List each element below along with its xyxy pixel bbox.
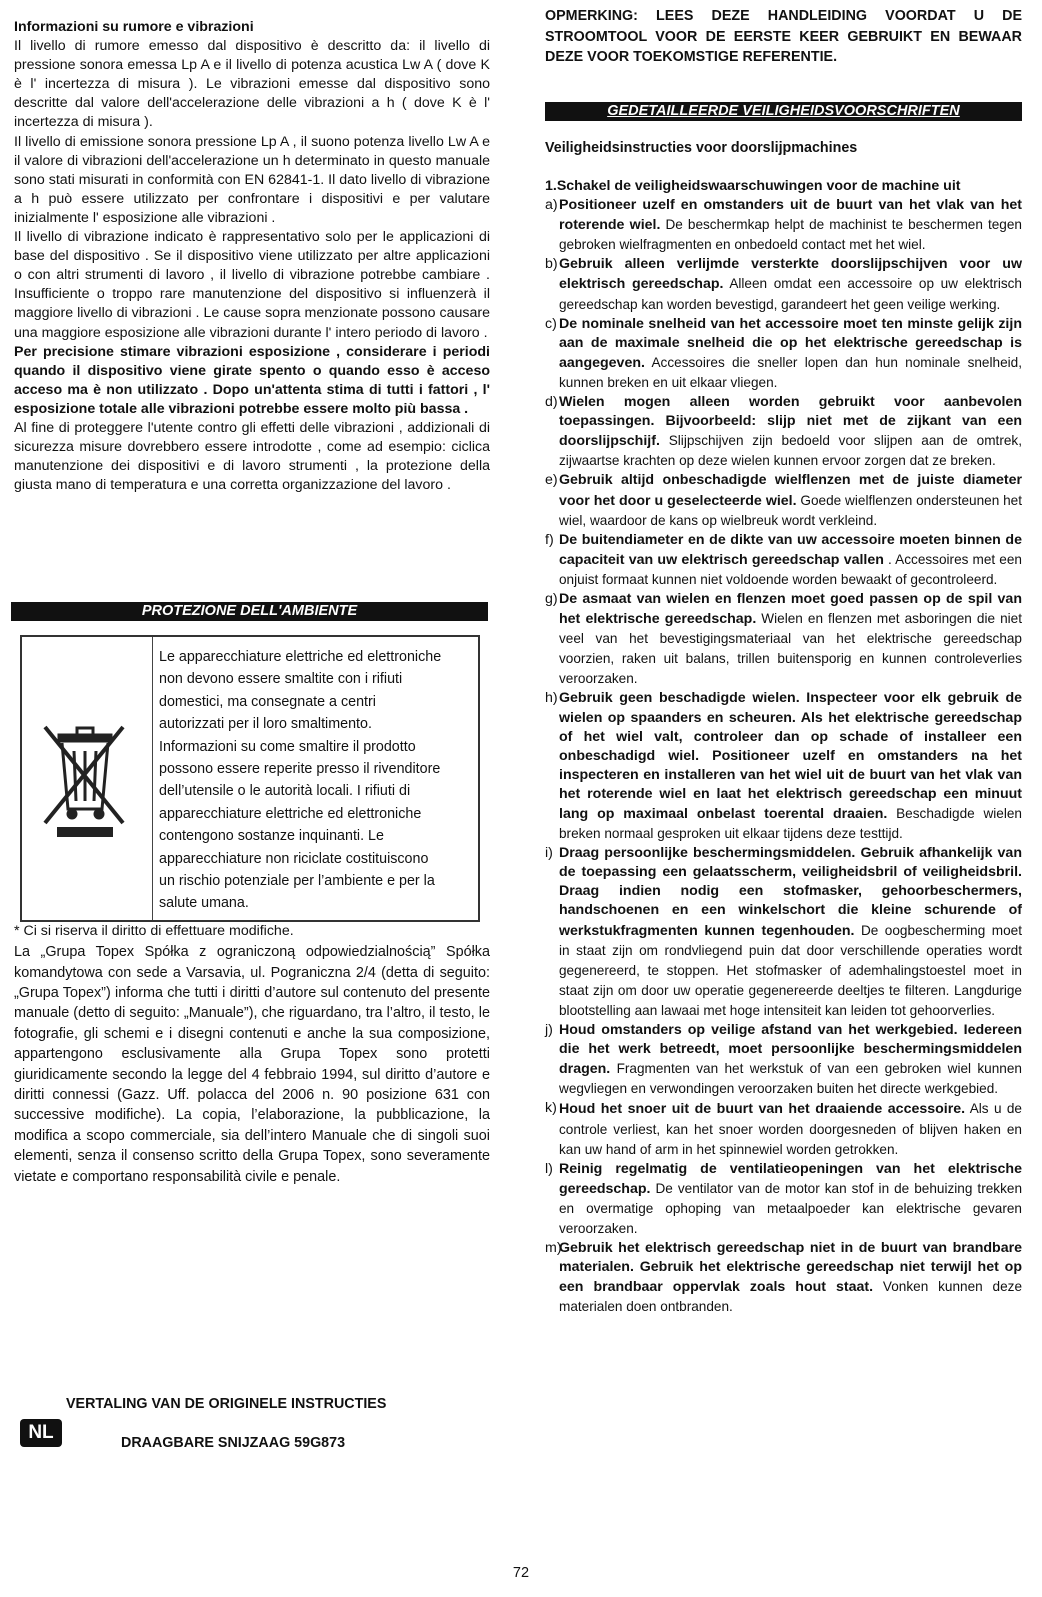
environment-line: contengono sostanze inquinanti. Le: [159, 828, 384, 845]
environment-line: apparecchiature elettriche ed elettroniche: [159, 805, 422, 822]
noise-vibration-title: Informazioni su rumore e vibrazioni: [14, 19, 254, 35]
environment-line: autorizzati per il loro smaltimento.: [159, 716, 372, 733]
environment-line: non devono essere smaltite con i rifiuti: [159, 671, 403, 688]
nl-language-badge: NL: [20, 1419, 62, 1447]
safety-banner: GEDETAILLEERDE VEILIGHEIDSVOORSCHRIFTEN: [545, 102, 1022, 122]
environment-line: un rischio potenziale per l’ambiente e per la: [159, 873, 435, 890]
safety-section-title: 1.Schakel de veiligheidswaarschuwingen voor de machine uit: [545, 178, 961, 194]
safety-item-e: e) Gebruik altijd onbeschadigde wielflenzen met de juiste diameter voor het door u geselecteerde wiel. Goede wielflenzen ondersteunen het wiel, waardoor de kans op wielbreuk wordt verkleind.: [545, 472, 1022, 528]
safety-item-c: c) De nominale snelheid van het accessoire moet ten minste gelijk zijn aan de maximale snelheid die op het elektrische gereedschap is aangegeven. Accessoires die sneller lopen dan hun nominale snelheid, kunnen breken en uit elkaar vliegen.: [545, 315, 1022, 390]
environment-line: dell’utensile o le autorità locali. I rifiuti di: [159, 783, 411, 800]
page-number: 72: [512, 1565, 530, 1581]
noise-paragraph-1: Il livello di rumore emesso dal dispositivo è descritto da: il livello di pressione sonora emessa Lp A e il livello di potenza acustica Lw A ( dove K è l' incertezza di misura ). Le vibrazioni emesse dal dispositivo sono descritte dal valore dell'accelerazione delle vibrazioni a h ( dove K è l' incertezza di misura ).: [14, 38, 490, 131]
environment-line: salute umana.: [159, 895, 249, 912]
environment-line: apparecchiature non riciclate costituiscono: [159, 850, 429, 867]
noise-paragraph-2: Il livello di emissione sonora pressione Lp A , il suono potenza livello Lw A e il valore di vibrazioni dell'accelerazione un h determinato in questo manuale sono stati misurati in conformità con EN 62841-1. Il dato livello di vibrazione a h può essere utilizzato per confrontare i dispositivi e per valutare inizialmente l' esposizione alle vibrazioni .: [14, 133, 490, 226]
safety-item-k: k) Houd het snoer uit de buurt van het draaiende accessoire. Als u de controle verliest, kan het snoer worden doorgesneden of blijven haken en kan uw hand of arm in het spinnewiel worden getrokken.: [545, 1100, 1022, 1157]
modification-reserve: * Ci si riserva il diritto di effettuare modifiche.: [14, 923, 294, 939]
read-manual-notice: OPMERKING: LEES DEZE HANDLEIDING VOORDAT U DE STROOMTOOL VOOR DE EERSTE KEER GEBRUIKT EN BEWAAR DEZE VOOR TOEKOMSTIGE REFERENTIE.: [545, 8, 1022, 65]
safety-item-f: f) De buitendiameter en de dikte van uw accessoire moeten binnen de capaciteit van uw elektrisch gereedschap vallen . Accessoires met een onjuist formaat kunnen niet voldoende worden bewaakt of gecontroleerd.: [545, 531, 1022, 587]
safety-item-i: i) Draag persoonlijke beschermingsmiddelen. Gebruik afhankelijk van de toepassing een gelaatsscherm, veiligheidsbril of veiligheidsbril. Draag indien nodig een stofmasker, gehoorbeschermers, handschoenen en een winkelschort die kleine schurende of werkstukfragmenten kunnen tegenhouden. De oogbescherming moet in staat zijn om rondvliegend puin dat door verschillende operaties wordt gegenereerd, te stoppen. Het stofmasker of ademhalingstoestel moet in staat zijn om door uw operatie gegenereerde deeltjes te filteren. Langdurige blootstelling aan lawaai met hoge intensiteit kan leiden tot gehoorverlies.: [545, 845, 1022, 1018]
noise-paragraph-5: Al fine di proteggere l'utente contro gli effetti delle vibrazioni , addizionali di sicurezza misure dovrebbero essere introdotte , come ad esempio: ciclica manutenzione dei dispositivi e di lavoro strumenti , la protezione della giusta mano di temperatura e una corretta organizzazione del lavoro .: [14, 419, 490, 494]
environment-line: possono essere reperite presso il rivenditore: [159, 761, 441, 778]
environment-box: [20, 635, 480, 922]
crossed-bin-icon: [29, 713, 139, 843]
environment-banner: PROTEZIONE DELL'AMBIENTE: [11, 602, 488, 621]
safety-item-j: j) Houd omstanders op veilige afstand van het werkgebied. Iedereen die het werk betreedt, moet persoonlijke beschermingsmiddelen dragen. Fragmenten van het werkstuk of van een gebroken wiel kunnen wegvliegen en verwondingen veroorzaken buiten het directe werkgebied.: [545, 1022, 1022, 1097]
copyright-notice: La „Grupa Topex Spółka z ograniczoną odpowiedzialnością” Spółka komandytowa con sede a Varsavia, ul. Pograniczna 2/4 (detta di seguito: „Grupa Topex”) informa che tutti i diritti d’autore sul contenuto del presente manuale (detto di seguito: „Manuale”), che riguardano, tra l’altro, il testo, le fotografie, gli schemi e i disegni contenuti e anche la sua composizione, appartengono esclusivamente alla Grupa Topex sono protetti giuridicamente secondo la legge del 4 febbraio 1994, sul diritto d’autore e diritti connessi (Gazz. Uff. polacca del 2006 n. 90 posizione 631 con successive modifiche). La copia, l’elaborazione, la pubblicazione, la modifica a scopo commerciale, sia dell’intero Manuale che di singoli suoi elementi, senza il consenso scritto della Grupa Topex, sono severamente vietate e comportano responsabilità civile e penale.: [14, 944, 490, 1185]
noise-paragraph-3: Il livello di vibrazione indicato è rappresentativo solo per le applicazioni di base del dispositivo . Se il dispositivo viene utilizzato per altre applicazioni o con altri strumenti di lavoro , il livello di vibrazione potrebbe cambiare . Insufficiente o troppo rare manutenzione del dispositivo si influenzerà il maggiore livello di vibrazioni . Le cause sopra menzionate possono causare una maggiore esposizione alle vibrazioni durante l' intero periodo di lavoro .: [14, 229, 490, 341]
safety-subtitle: Veiligheidsinstructies voor doorslijpmachines: [545, 140, 858, 156]
safety-item-m: m) Gebruik het elektrisch gereedschap niet in de buurt van brandbare materialen. Gebruik het elektrische gereedschap niet terwijl het op een brandbaar oppervlak zoals hout staat. Vonken kunnen deze materialen doen ontbranden.: [545, 1240, 1023, 1315]
environment-line: Le apparecchiature elettriche ed elettroniche: [159, 649, 442, 665]
noise-paragraph-4-bold: Per precisione stimare vibrazioni esposizione , considerare i periodi quando il dispositivo viene girate spento o quando esso è acceso acceso ma è non utilizzato . Dopo un'attenta stima di tutti i fattori , l' esposizione totale alle vibrazioni potrebbe essere molto più bassa .: [14, 343, 490, 417]
environment-text-cell: [159, 646, 477, 915]
safety-item-a: a) Positioneer uzelf en omstanders uit de buurt van het vlak van het roterende wiel. De beschermkap helpt de machinist te beschermen tegen gebroken wielfragmenten en onbedoeld contact met het wiel.: [545, 197, 1022, 253]
safety-item-g: g) De asmaat van wielen en flenzen moet goed passen op de spil van het elektrische gereedschap. Wielen en flenzen met asboringen die niet veel van het bevestigingsmateriaal van het elektrische gereedschap voorzien, raken uit balans, trillen buitensporig en kunnen controleverlies veroorzaken.: [545, 590, 1022, 687]
weee-icon-cell: [22, 637, 153, 920]
safety-item-l: l) Reinig regelmatig de ventilatieopeningen van het elektrische gereedschap. De ventilator van de motor kan stof in de behuizing trekken en overmatige ophoping van metaalpoeder kan elektrische gevaren veroorzaken.: [545, 1160, 1022, 1236]
safety-item-h: h) Gebruik geen beschadigde wielen. Inspecteer voor elk gebruik de wielen op spaanders en scheuren. Als het elektrische gereedschap of het wiel valt, controleer dan op schade of installeer een onbeschadigd wiel. Positioneer uzelf en omstanders na het inspecteren en installeren van het wiel uit de buurt van het vlak van het roterende wiel en laat het elektrisch gereedschap een minuut lang op maximaal onbelast toerental draaien. Beschadigde wielen breken normaal gesproken uit elkaar tijdens deze testtijd.: [545, 690, 1022, 842]
environment-line: domestici, ma consegnate a centri: [159, 693, 376, 710]
translation-title: VERTALING VAN DE ORIGINELE INSTRUCTIES: [66, 1396, 387, 1412]
safety-item-b: b) Gebruik alleen verlijmde versterkte doorslijpschijven voor uw elektrisch gereedschap. Alleen omdat een accessoire op uw elektrisch gereedschap kan worden bevestigd, garandeert het geen veilige werking.: [545, 256, 1022, 312]
product-title: DRAAGBARE SNIJZAAG 59G873: [121, 1435, 346, 1451]
safety-item-d: d) Wielen mogen alleen worden gebruikt voor aanbevolen toepassingen. Bijvoorbeeld: slijp niet met de zijkant van een doorslijpschijf. Slijpschijven zijn bedoeld voor slijpen aan de omtrek, zijwaartse krachten op deze wielen kunnen ervoor zorgen dat ze breken.: [545, 394, 1022, 469]
environment-line: Informazioni su come smaltire il prodotto: [159, 738, 416, 755]
